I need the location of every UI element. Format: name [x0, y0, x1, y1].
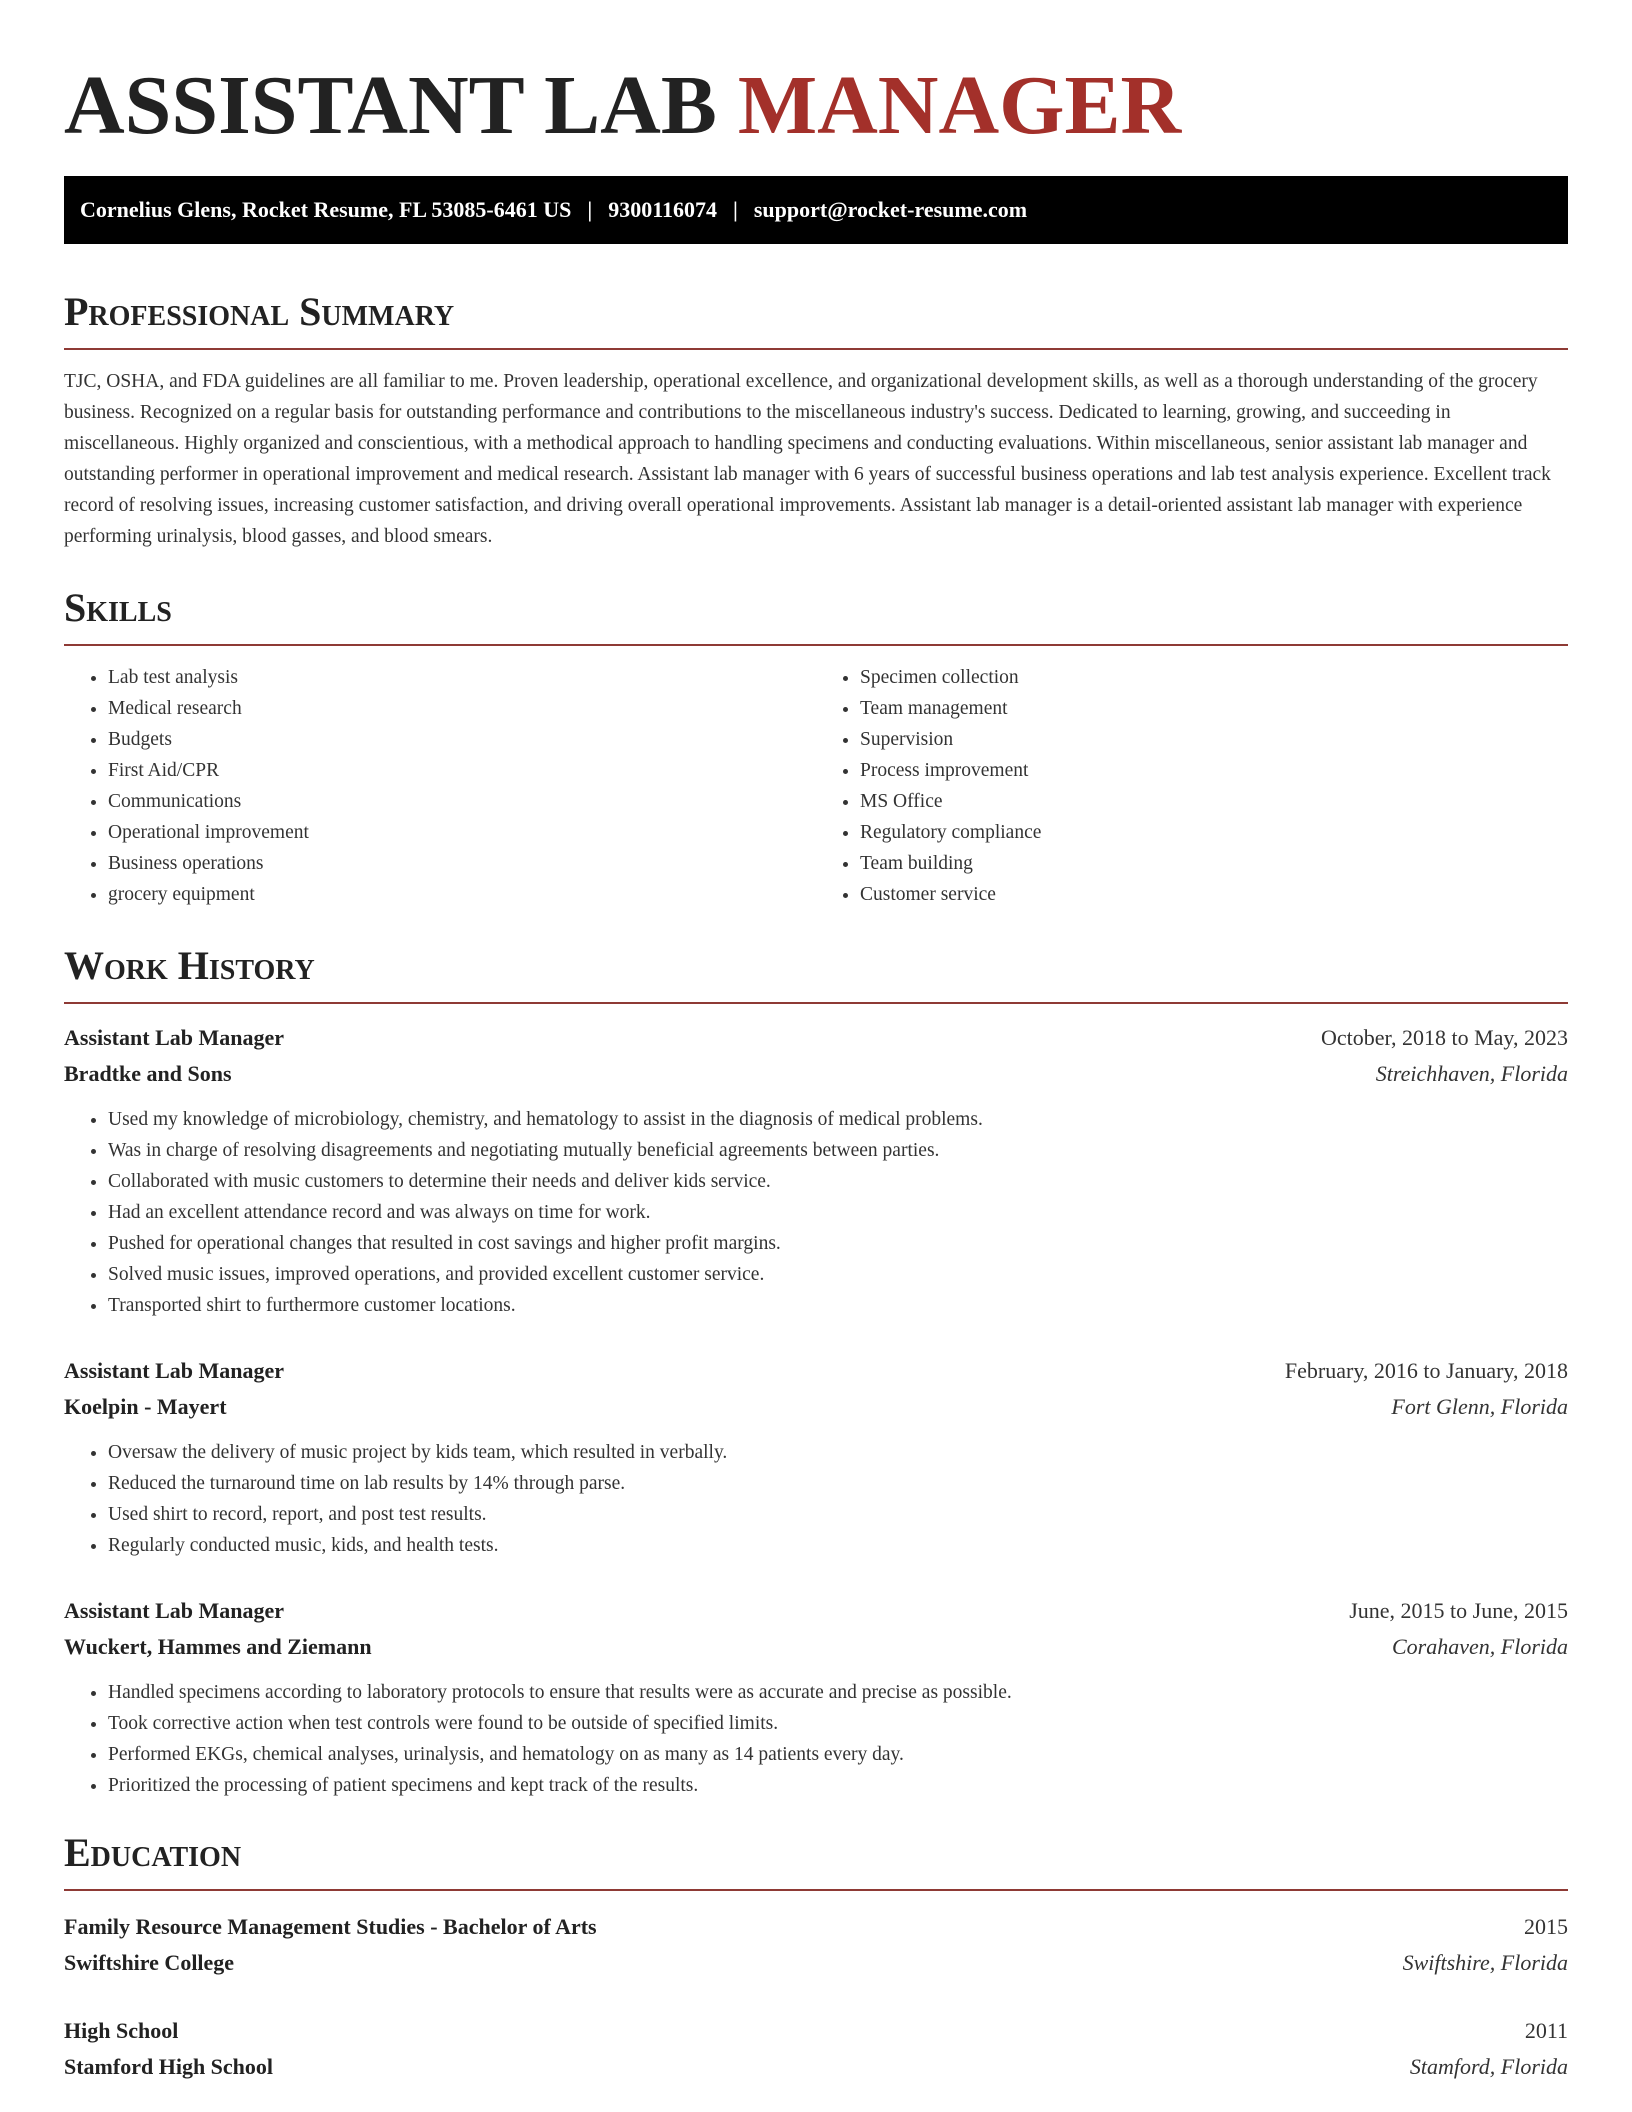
- education-school: Swiftshire College: [64, 1950, 235, 1975]
- skills-heading: Skills: [64, 585, 172, 630]
- skill-item: • Team building: [860, 848, 1568, 879]
- job-duty: • Reduced the turnaround time on lab results by 14% through parse.: [108, 1468, 1568, 1499]
- job-dates: February, 2016 to January, 2018: [1284, 1358, 1568, 1383]
- education-location: Swiftshire, Florida: [1402, 1950, 1568, 1975]
- skill-item: • Specimen collection: [860, 662, 1568, 693]
- skills-list-right: [816, 662, 1568, 910]
- summary-heading: Professional Summary: [64, 289, 455, 334]
- job-duty: • Prioritized the processing of patient specimens and kept track of the results.: [108, 1770, 1568, 1801]
- resume-title: [64, 58, 1568, 168]
- job-location: Streichhaven, Florida: [1375, 1061, 1568, 1086]
- section-divider: [64, 1002, 1568, 1004]
- education-section: [64, 1829, 1568, 2085]
- summary-text: TJC, OSHA, and FDA guidelines are all familiar to me. Proven leadership, operational excellence, and organizational development skills, as well as a thorough understanding of the grocery business. Recognized on a regular basis for outstanding performance and contributions to the miscellaneous industry's success. Dedicated to learning, growing, and succeeding in miscellaneous. Highly organized and conscientious, with a methodical approach to handling specimens and conducting evaluations. Within miscellaneous, senior assistant lab manager and outstanding performer in operational improvement and medical research. Assistant lab manager with 6 years of successful business operations and lab test analysis experience. Excellent track record of resolving issues, increasing customer satisfaction, and driving overall operational improvements. Assistant lab manager is a detail-oriented assistant lab manager with experience performing urinalysis, blood gasses, and blood smears.: [64, 371, 1551, 547]
- education-degree: High School: [64, 2018, 179, 2043]
- job-duty: • Regularly conducted music, kids, and health tests.: [108, 1530, 1568, 1561]
- work-history-heading: Work History: [64, 943, 315, 988]
- section-divider: [64, 1889, 1568, 1891]
- skill-item: • Lab test analysis: [108, 662, 816, 693]
- skills-list-left: [64, 662, 816, 910]
- section-divider: [64, 348, 1568, 350]
- education-location: Stamford, Florida: [1409, 2054, 1568, 2079]
- education-year: 2011: [1524, 2018, 1568, 2043]
- job-duty: • Solved music issues, improved operations, and provided excellent customer service.: [108, 1259, 1568, 1290]
- education-heading: Education: [64, 1830, 242, 1875]
- skill-item: • Team management: [860, 693, 1568, 724]
- job-duties: [64, 1437, 1568, 1561]
- job-duty: • Used my knowledge of microbiology, chemistry, and hematology to assist in the diagnosis of medical problems.: [108, 1104, 1568, 1135]
- job-title: Assistant Lab Manager: [64, 1358, 285, 1383]
- job-duties: [64, 1104, 1568, 1321]
- job-title: Assistant Lab Manager: [64, 1598, 285, 1623]
- resume-page: [64, 0, 1568, 2085]
- skills-columns: [64, 662, 1568, 910]
- work-history-section: [64, 942, 1568, 1801]
- skill-item: • MS Office: [860, 786, 1568, 817]
- job-title: Assistant Lab Manager: [64, 1025, 285, 1050]
- summary-section: [64, 288, 1568, 552]
- contact-separator: |: [587, 197, 593, 222]
- job-duty: • Transported shirt to furthermore customer locations.: [108, 1290, 1568, 1321]
- job-duty: • Was in charge of resolving disagreements and negotiating mutually beneficial agreements between parties.: [108, 1135, 1568, 1166]
- contact-bar: [64, 176, 1568, 244]
- skills-section: [64, 584, 1568, 910]
- skill-item: • First Aid/CPR: [108, 755, 816, 786]
- job-duty: • Handled specimens according to laboratory protocols to ensure that results were as accurate and precise as possible.: [108, 1677, 1568, 1708]
- job-company: Bradtke and Sons: [64, 1061, 232, 1086]
- education-entry: [64, 2013, 1568, 2085]
- skill-item: • Operational improvement: [108, 817, 816, 848]
- education-entry: [64, 1909, 1568, 1981]
- education-year: 2015: [1524, 1914, 1568, 1939]
- contact-phone[interactable]: 9300116074: [608, 197, 717, 222]
- job-company: Koelpin - Mayert: [64, 1394, 227, 1419]
- contact-separator: |: [732, 197, 738, 222]
- job-entry: [64, 1593, 1568, 1801]
- job-duty: • Used shirt to record, report, and post test results.: [108, 1499, 1568, 1530]
- skill-item: • Supervision: [860, 724, 1568, 755]
- skill-item: • Regulatory compliance: [860, 817, 1568, 848]
- title-accent: MANAGER: [737, 59, 1182, 152]
- skill-item: • Budgets: [108, 724, 816, 755]
- job-entry: [64, 1020, 1568, 1321]
- job-duty: • Took corrective action when test controls were found to be outside of specified limits.: [108, 1708, 1568, 1739]
- job-dates: June, 2015 to June, 2015: [1349, 1598, 1568, 1623]
- job-duty: • Performed EKGs, chemical analyses, urinalysis, and hematology on as many as 14 patients every day.: [108, 1739, 1568, 1770]
- job-entry: [64, 1353, 1568, 1561]
- job-duties: [64, 1677, 1568, 1801]
- skill-item: • Business operations: [108, 848, 816, 879]
- contact-email[interactable]: support@rocket-resume.com: [753, 197, 1028, 222]
- job-duty: • Oversaw the delivery of music project by kids team, which resulted in verbally.: [108, 1437, 1568, 1468]
- job-dates: October, 2018 to May, 2023: [1321, 1025, 1568, 1050]
- title-main: ASSISTANT LAB: [64, 59, 738, 152]
- contact-address: Cornelius Glens, Rocket Resume, FL 53085-6461 US: [80, 197, 572, 222]
- job-duty: • Collaborated with music customers to determine their needs and deliver kids service.: [108, 1166, 1568, 1197]
- job-location: Fort Glenn, Florida: [1391, 1394, 1568, 1419]
- skill-item: • Customer service: [860, 879, 1568, 910]
- skill-item: • Communications: [108, 786, 816, 817]
- job-duty: • Had an excellent attendance record and was always on time for work.: [108, 1197, 1568, 1228]
- section-divider: [64, 644, 1568, 646]
- education-school: Stamford High School: [64, 2054, 274, 2079]
- job-duty: • Pushed for operational changes that resulted in cost savings and higher profit margins.: [108, 1228, 1568, 1259]
- skill-item: • grocery equipment: [108, 879, 816, 910]
- job-location: Corahaven, Florida: [1392, 1634, 1568, 1659]
- skill-item: • Process improvement: [860, 755, 1568, 786]
- job-company: Wuckert, Hammes and Ziemann: [64, 1634, 372, 1659]
- skill-item: • Medical research: [108, 693, 816, 724]
- education-degree: Family Resource Management Studies - Bachelor of Arts: [64, 1914, 597, 1939]
